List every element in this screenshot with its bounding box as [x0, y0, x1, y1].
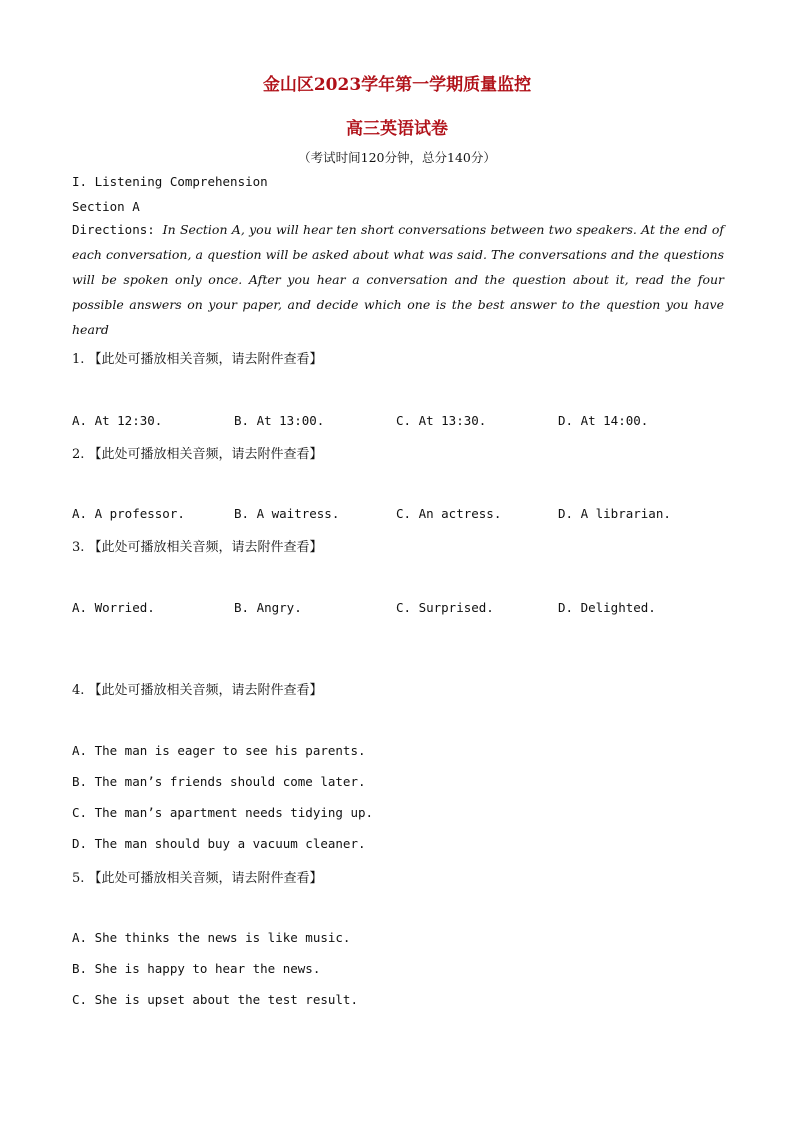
option-b: B. Angry.: [234, 600, 302, 615]
option-d: D. At 14:00.: [558, 413, 649, 428]
directions-label: Directions:: [72, 222, 155, 237]
section-heading: Section A: [72, 199, 140, 214]
exam-subtitle: 高三英语试卷: [346, 119, 448, 139]
option-c: C. The man’s apartment needs tidying up.: [72, 805, 374, 820]
question-number: 4.: [72, 683, 85, 698]
directions: [72, 217, 724, 342]
option-a: A. A professor.: [72, 506, 185, 521]
question-1: [72, 348, 323, 367]
directions-text: In Section A, you will hear ten short conversations between two speakers. At the end of each conversation, a question will be asked about what was said. The conversations and the questions will be spoken only once. After you hear a conversation and the question about it, read the four possible answers on your paper, and decide which one is the best answer to the question you have heard: [72, 222, 724, 337]
option-b: B. The man’s friends should come later.: [72, 774, 366, 789]
audio-placeholder[interactable]: 【此处可播放相关音频，请去附件查看】: [88, 871, 323, 886]
options-3: [72, 600, 732, 618]
question-2: [72, 443, 323, 462]
option-c: C. An actress.: [396, 506, 502, 521]
question-3: [72, 536, 323, 555]
option-d: D. Delighted.: [558, 600, 656, 615]
question-4: [72, 679, 323, 698]
question-5: [72, 867, 323, 886]
exam-title: 金山区2023学年第一学期质量监控: [262, 75, 532, 95]
option-a: A. The man is eager to see his parents.: [72, 743, 366, 758]
audio-placeholder[interactable]: 【此处可播放相关音频，请去附件查看】: [88, 683, 323, 698]
option-c: C. At 13:30.: [396, 413, 487, 428]
question-number: 5.: [72, 871, 85, 886]
option-b: B. At 13:00.: [234, 413, 325, 428]
question-number: 2.: [72, 447, 85, 462]
option-d: D. The man should buy a vacuum cleaner.: [72, 836, 366, 851]
options-1: [72, 413, 732, 431]
question-number: 3.: [72, 540, 85, 555]
option-a: A. Worried.: [72, 600, 155, 615]
audio-placeholder[interactable]: 【此处可播放相关音频，请去附件查看】: [88, 352, 323, 367]
exam-info: （考试时间120分钟，总分140分）: [298, 150, 496, 165]
audio-placeholder[interactable]: 【此处可播放相关音频，请去附件查看】: [88, 447, 323, 462]
option-b: B. She is happy to hear the news.: [72, 961, 321, 976]
option-c: C. She is upset about the test result.: [72, 992, 358, 1007]
option-a: A. She thinks the news is like music.: [72, 930, 351, 945]
option-a: A. At 12:30.: [72, 413, 163, 428]
question-number: 1.: [72, 352, 85, 367]
part-heading: I. Listening Comprehension: [72, 174, 268, 189]
audio-placeholder[interactable]: 【此处可播放相关音频，请去附件查看】: [88, 540, 323, 555]
option-c: C. Surprised.: [396, 600, 494, 615]
option-b: B. A waitress.: [234, 506, 340, 521]
options-2: [72, 506, 732, 524]
option-d: D. A librarian.: [558, 506, 671, 521]
